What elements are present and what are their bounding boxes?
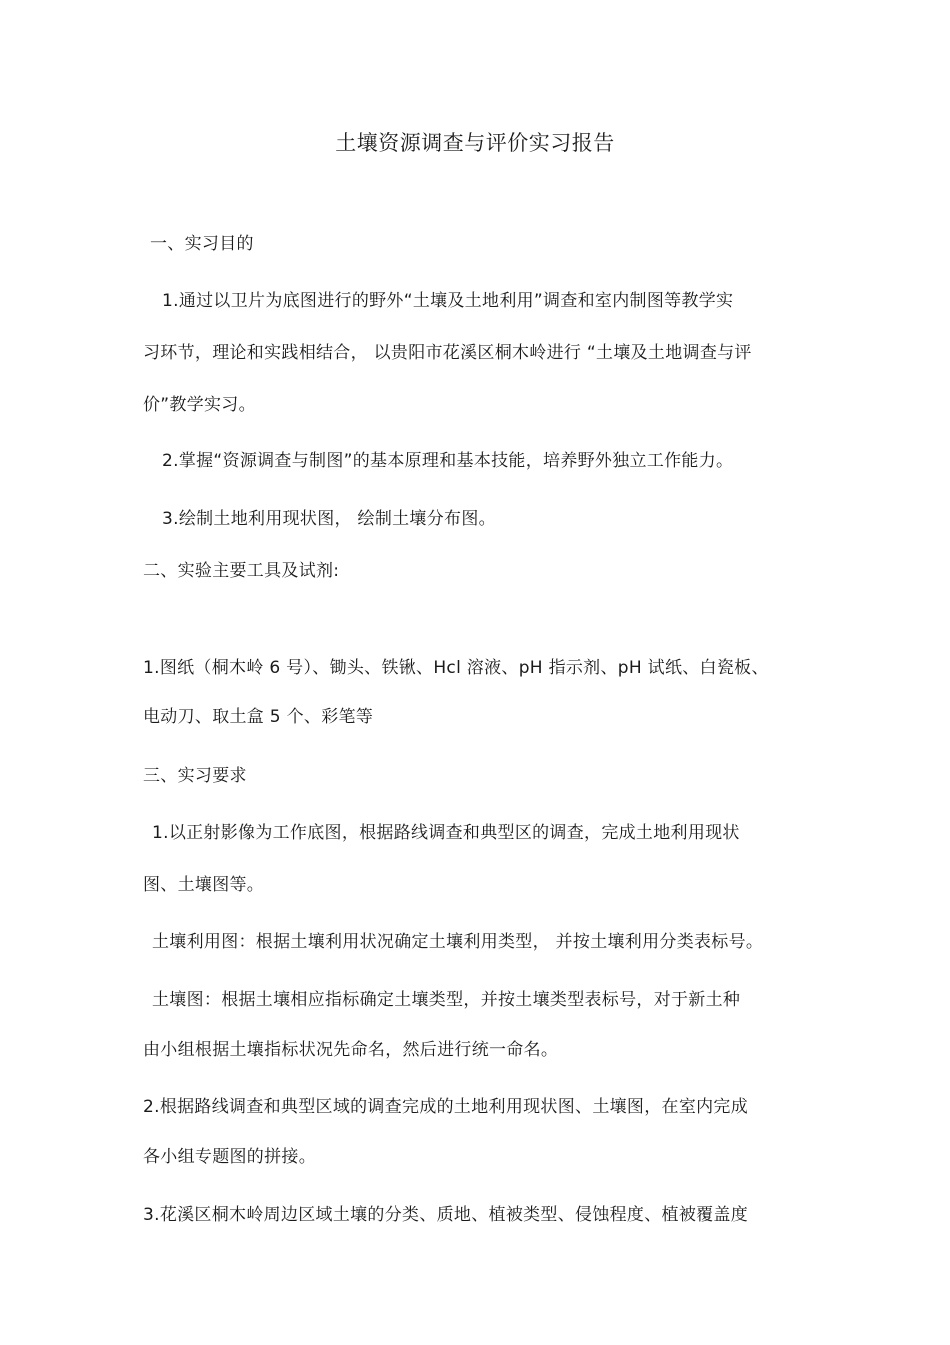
paragraph-line: 1.通过以卫片为底图进行的野外“土壤及土地利用”调查和室内制图等教学实 — [162, 291, 734, 311]
paragraph-line: 土壤图：根据土壤相应指标确定土壤类型，并按土壤类型表标号，对于新土种 — [152, 990, 741, 1010]
paragraph-line: 习环节，理论和实践相结合， 以贵阳市花溪区桐木岭进行 “土壤及土地调查与评 — [143, 343, 752, 363]
paragraph-line: 电动刀、取土盒 5 个、彩笔等 — [143, 707, 374, 727]
paragraph-line: 由小组根据土壤指标状况先命名，然后进行统一命名。 — [143, 1040, 559, 1060]
paragraph-line: 土壤利用图：根据土壤利用状况确定土壤利用类型， 并按土壤利用分类表标号。 — [152, 932, 764, 952]
paragraph-line: 价”教学实习。 — [143, 395, 256, 415]
paragraph-line: 1.图纸（桐木岭 6 号）、锄头、铁锹、Hcl 溶液、pH 指示剂、pH 试纸、白瓷板、 — [143, 658, 769, 678]
paragraph-line: 1.以正射影像为工作底图，根据路线调查和典型区的调查，完成土地利用现状 — [152, 823, 740, 843]
section-heading-purpose: 一、实习目的 — [150, 234, 254, 254]
paragraph-line: 图、土壤图等。 — [143, 875, 265, 895]
paragraph-line: 3.花溪区桐木岭周边区域土壤的分类、质地、植被类型、侵蚀程度、植被覆盖度 — [143, 1205, 749, 1225]
page-title: 土壤资源调查与评价实习报告 — [335, 131, 615, 155]
section-heading-requirements: 三、实习要求 — [143, 766, 247, 786]
section-heading-tools: 二、实验主要工具及试剂: — [143, 561, 340, 581]
paragraph-line: 2.掌握“资源调查与制图”的基本原理和基本技能，培养野外独立工作能力。 — [162, 451, 734, 471]
paragraph-line: 3.绘制土地利用现状图， 绘制土壤分布图。 — [162, 509, 496, 529]
paragraph-line: 各小组专题图的拼接。 — [143, 1147, 316, 1167]
paragraph-line: 2.根据路线调查和典型区域的调查完成的土地利用现状图、土壤图，在室内完成 — [143, 1097, 749, 1117]
